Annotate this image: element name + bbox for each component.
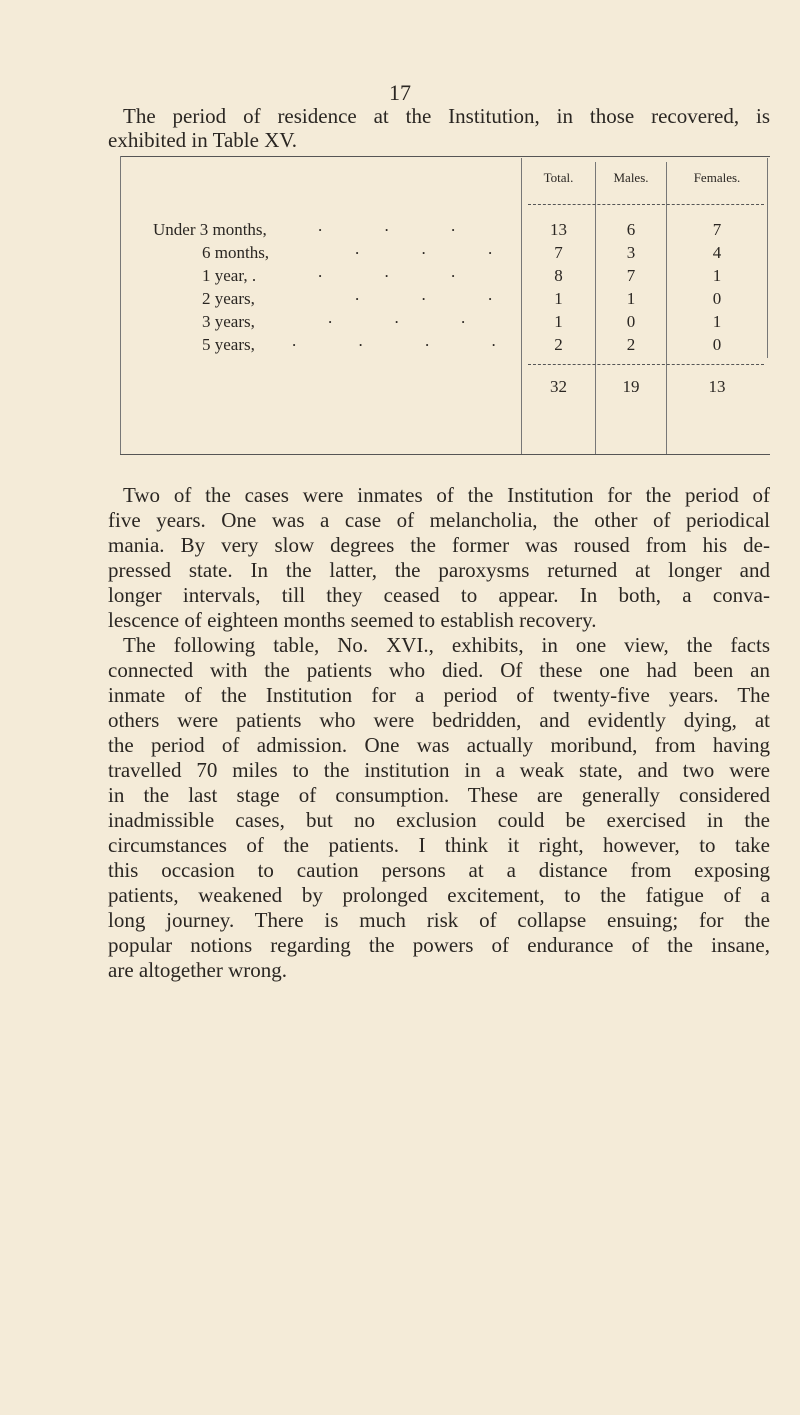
table-top-rule <box>120 156 770 157</box>
cell-total: 1 <box>554 312 563 331</box>
page-number: 17 <box>389 80 411 105</box>
text-line: five years. One was a case of melancholia, the other of periodical <box>108 508 770 532</box>
cell-males: 6 <box>626 220 636 239</box>
cell-females: 0 <box>712 335 722 354</box>
header-rule <box>528 204 764 205</box>
cell-total: 7 <box>554 243 563 262</box>
totals-rule <box>528 364 764 365</box>
cell-total: 8 <box>554 266 563 285</box>
cell-males: 0 <box>626 312 636 331</box>
total-males: 19 <box>622 377 640 396</box>
text-line: lescence of eighteen months seemed to establish recovery. <box>108 608 597 632</box>
row-label: 1 year, . <box>202 266 257 285</box>
text-line: are altogether wrong. <box>108 958 288 982</box>
cell-males: 2 <box>626 335 636 354</box>
total-total: 32 <box>550 377 567 396</box>
cell-females: 1 <box>712 266 722 285</box>
header-total: Total. <box>543 170 574 185</box>
cell-total: 2 <box>554 335 563 354</box>
cell-total: 13 <box>550 220 567 239</box>
text-line: others were patients who were bedridden, and evidently dying, at <box>108 708 770 732</box>
text-line: circumstances of the patients. I think it right, however, to take <box>108 833 770 857</box>
column-rule <box>767 158 768 358</box>
table-left-rule <box>120 156 121 454</box>
cell-females: 4 <box>712 243 722 262</box>
document-page: 17 The period of residence at the Institution, in those recovered, is exhibited in Table XV. Total. Males. Females. Under 3 months, . . . 13 6 7 6 months, . . . 7 3 4 1 year, . . . . 8 7 1 2 years, . . . 1 1 0 3 years, . . . 1 0 1 5 years, . . . . 2 2 0 32 19 13 Two of the cases were inmates of the Institution for the period of five years. One was a case of melancholia, the other of periodical mania. By very slow degrees the former was roused from his de- pressed state. In the latter, the paroxysms returned at longer and longer intervals, till they ceased to appear. In both, a conva- lescence of eighteen months seemed to establish recovery. The following table, No. XVI., exhibits, in one view, the facts connected with the patients who died. Of these one had been an inmate of the Institution for a period of twenty-five years. The others were patients who were bedridden, and evidently dying, at the period of admission. One was actually moribund, from having travelled 70 miles to the institution in a weak state, and two were in the last stage of consumption. These are generally considered inadmissible cases, but no exclusion could be exercised in the circumstances of the patients. I think it right, however, to take this occasion to caution persons at a distance from exposing patients, weakened by prolonged excitement, to the fatigue of a long journey. There is much risk of collapse ensuing; for the popular notions regarding the powers of endurance of the insane, are altogether wrong. <box>0 0 800 1415</box>
intro-line: exhibited in Table XV. <box>108 128 298 152</box>
header-males: Males. <box>613 170 649 185</box>
row-label: Under 3 months, <box>153 220 267 239</box>
text-line: pressed state. In the latter, the paroxysms returned at longer and <box>108 558 770 582</box>
text-line: inadmissible cases, but no exclusion could be exercised in the <box>108 808 770 832</box>
text-line: travelled 70 miles to the institution in a weak state, and two were <box>108 758 770 782</box>
text-line: connected with the patients who died. Of these one had been an <box>108 658 770 682</box>
text-line: longer intervals, till they ceased to appear. In both, a conva- <box>108 583 770 607</box>
row-label: 3 years, <box>202 312 255 331</box>
text-line: mania. By very slow degrees the former was roused from his de- <box>108 533 770 557</box>
header-females: Females. <box>693 170 741 185</box>
cell-males: 1 <box>626 289 636 308</box>
text-line: popular notions regarding the powers of endurance of the insane, <box>108 933 770 957</box>
cell-males: 3 <box>626 243 636 262</box>
cell-males: 7 <box>626 266 636 285</box>
table-bottom-rule <box>120 454 770 455</box>
text-line: the period of admission. One was actually moribund, from having <box>108 733 770 757</box>
row-label: 6 months, <box>202 243 270 262</box>
intro-line: The period of residence at the Institution, in those recovered, is <box>123 104 770 128</box>
cell-females: 7 <box>712 220 722 239</box>
text-line: in the last stage of consumption. These are generally considered <box>108 783 770 807</box>
text-line: patients, weakened by prolonged excitement, to the fatigue of a <box>108 883 770 907</box>
row-label: 2 years, <box>202 289 255 308</box>
row-label: 5 years, <box>202 335 255 354</box>
text-line: Two of the cases were inmates of the Institution for the period of <box>123 483 770 507</box>
text-line: inmate of the Institution for a period of twenty-five years. The <box>108 683 770 707</box>
cell-females: 1 <box>712 312 722 331</box>
total-females: 13 <box>708 377 726 396</box>
cell-total: 1 <box>554 289 563 308</box>
cell-females: 0 <box>712 289 722 308</box>
text-line: this occasion to caution persons at a distance from exposing <box>108 858 770 882</box>
text-line: long journey. There is much risk of collapse ensuing; for the <box>108 908 770 932</box>
text-line: The following table, No. XVI., exhibits, in one view, the facts <box>123 633 770 657</box>
